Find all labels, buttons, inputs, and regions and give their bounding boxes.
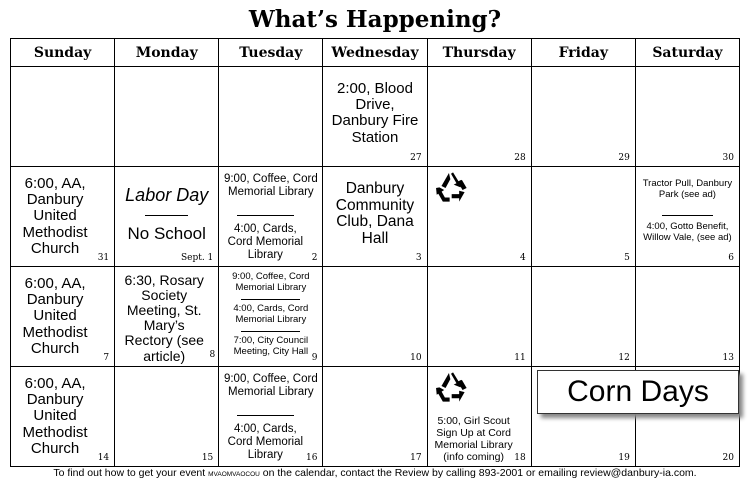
coffee-event: 9:00, Coffee, Cord Memorial Library bbox=[232, 271, 310, 293]
coffee-event: 9:00, Coffee, Cord Memorial Library bbox=[223, 173, 318, 198]
day-cell bbox=[323, 267, 427, 367]
day-cell bbox=[531, 167, 635, 267]
day-cell bbox=[323, 167, 427, 267]
day-cell bbox=[11, 167, 115, 267]
day-cell bbox=[427, 267, 531, 367]
day-number: 29 bbox=[618, 153, 630, 163]
day-number: 27 bbox=[410, 153, 422, 163]
rosary-society-event: 6:30, Rosary Society Meeting, St. Mary’s Rectory (see article) bbox=[124, 272, 204, 364]
blood-drive-event: 2:00, Blood Drive, Danbury Fire Station bbox=[331, 80, 419, 146]
week-row bbox=[11, 67, 740, 167]
day-cell bbox=[219, 367, 323, 467]
divider bbox=[241, 299, 300, 300]
day-number: 8 bbox=[209, 350, 216, 360]
day-cell bbox=[323, 67, 427, 167]
day-header-tuesday: Tuesday bbox=[219, 39, 323, 67]
day-cell bbox=[115, 67, 219, 167]
page-title: What’s Happening? bbox=[248, 6, 502, 33]
day-header-sunday: Sunday bbox=[11, 39, 115, 67]
day-cell bbox=[115, 267, 219, 367]
day-header-wednesday: Wednesday bbox=[323, 39, 427, 67]
day-number: 30 bbox=[722, 153, 734, 163]
day-number: 10 bbox=[410, 353, 422, 363]
day-number: 7 bbox=[103, 353, 110, 363]
day-header-friday: Friday bbox=[531, 39, 635, 67]
weekday-header-row bbox=[11, 39, 740, 67]
footer-text-end: on the calendar, contact the Review by calling 893-2001 or emailing review@danbury-ia.com. bbox=[259, 467, 697, 479]
day-cell bbox=[115, 367, 219, 467]
gotto-benefit-event: 4:00, Gotto Benefit, Willow Vale, (see ad) bbox=[643, 221, 732, 243]
day-number: 14 bbox=[97, 453, 110, 463]
day-cell bbox=[635, 267, 739, 367]
coffee-event: 9:00, Coffee, Cord Memorial Library bbox=[223, 373, 318, 398]
day-number: 11 bbox=[514, 353, 526, 363]
cards-event: 4:00, Cards, Cord Memorial Library bbox=[233, 303, 309, 325]
city-council-event: 7:00, City Council Meeting, City Hall bbox=[233, 335, 309, 357]
day-cell bbox=[219, 167, 323, 267]
divider bbox=[662, 215, 713, 216]
divider bbox=[237, 415, 294, 416]
day-number: 17 bbox=[410, 453, 422, 463]
aa-event: 6:00, AA, Danbury United Methodist Church bbox=[22, 375, 88, 457]
day-number: 20 bbox=[722, 453, 734, 463]
day-number: 18 bbox=[514, 453, 526, 463]
day-cell bbox=[219, 67, 323, 167]
day-cell bbox=[115, 167, 219, 267]
day-number: Sept. 1 bbox=[180, 253, 214, 263]
day-number: 5 bbox=[624, 253, 630, 263]
day-number: 15 bbox=[201, 453, 214, 463]
day-header-monday: Monday bbox=[115, 39, 219, 67]
day-number: 31 bbox=[97, 253, 110, 263]
recycle-icon bbox=[434, 371, 468, 405]
day-cell bbox=[531, 67, 635, 167]
aa-event: 6:00, AA, Danbury United Methodist Church bbox=[22, 275, 88, 357]
day-number: 12 bbox=[618, 353, 630, 363]
day-number: 16 bbox=[305, 453, 318, 463]
day-cell bbox=[11, 367, 115, 467]
day-number: 2 bbox=[311, 253, 318, 263]
week-row bbox=[11, 267, 740, 367]
day-number: 4 bbox=[519, 253, 526, 263]
tractor-pull-event: Tractor Pull, Danbury Park (see ad) bbox=[642, 178, 733, 200]
aa-event: 6:00, AA, Danbury United Methodist Church bbox=[22, 175, 88, 257]
day-cell bbox=[11, 267, 115, 367]
corn-days-banner: Corn Days bbox=[537, 370, 739, 414]
labor-day-label: Labor Day bbox=[125, 185, 209, 205]
day-header-thursday: Thursday bbox=[427, 39, 531, 67]
recycle-icon bbox=[434, 171, 468, 205]
day-number: 9 bbox=[311, 353, 318, 363]
day-cell bbox=[427, 367, 531, 467]
day-cell bbox=[635, 67, 739, 167]
day-header-saturday: Saturday bbox=[635, 39, 739, 67]
day-cell bbox=[635, 167, 739, 267]
footer-note bbox=[0, 467, 750, 479]
day-cell bbox=[427, 167, 531, 267]
footer-text-start: To find out how to get your event bbox=[53, 467, 209, 479]
day-cell bbox=[11, 67, 115, 167]
week-row bbox=[11, 167, 740, 267]
cards-event: 4:00, Cards, Cord Memorial Library bbox=[227, 423, 304, 461]
cards-event: 4:00, Cards, Cord Memorial Library bbox=[227, 223, 304, 261]
day-number: 19 bbox=[618, 453, 630, 463]
divider bbox=[145, 215, 188, 216]
footer-tiny-text: MVAOMVAOCOU bbox=[208, 471, 260, 478]
day-number: 28 bbox=[514, 153, 526, 163]
day-number: 13 bbox=[722, 353, 734, 363]
community-club-event: Danbury Community Club, Dana Hall bbox=[335, 180, 415, 248]
day-number: 6 bbox=[728, 253, 734, 263]
girl-scout-event: 5:00, Girl Scout Sign Up at Cord Memorial Library (info coming) bbox=[434, 415, 513, 464]
day-cell bbox=[427, 67, 531, 167]
divider bbox=[241, 331, 300, 332]
day-number: 3 bbox=[415, 253, 422, 263]
day-cell bbox=[219, 267, 323, 367]
day-cell bbox=[531, 267, 635, 367]
day-cell bbox=[323, 367, 427, 467]
divider bbox=[237, 215, 294, 216]
no-school-label: No School bbox=[127, 224, 206, 243]
